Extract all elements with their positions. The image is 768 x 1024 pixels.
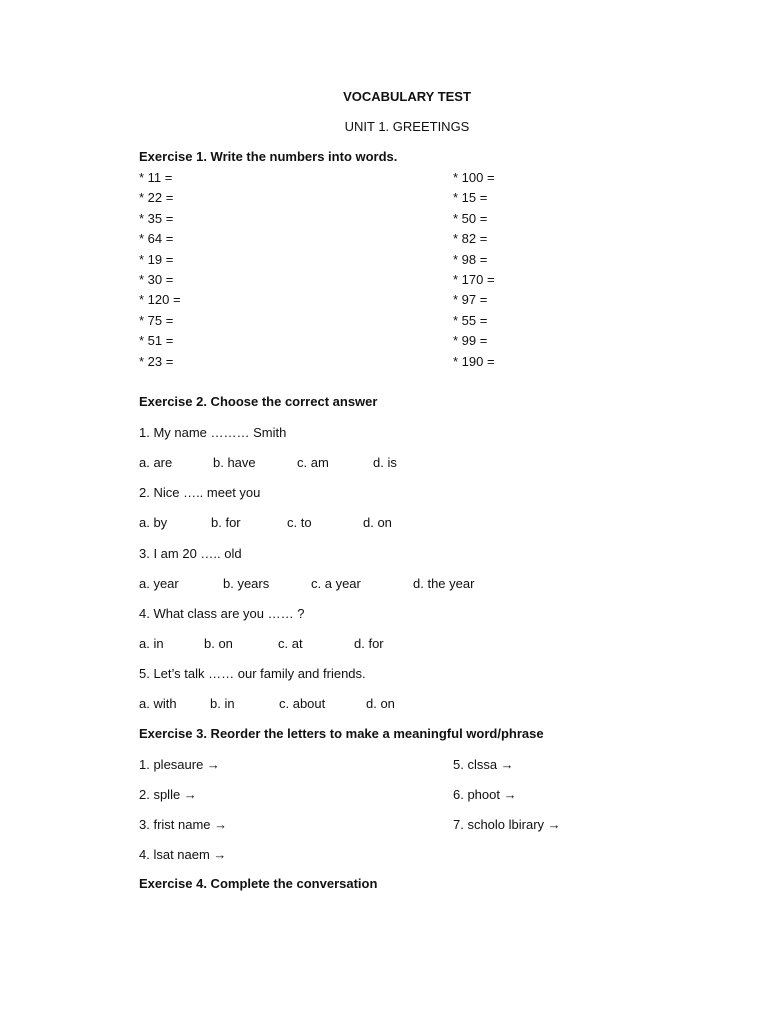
question-4-option: c. at [278, 636, 303, 651]
question-2: 2. Nice ….. meet you [139, 485, 261, 500]
question-3-option: c. a year [311, 576, 361, 591]
number-item-left: * 22 = [139, 190, 174, 206]
question-5-option: c. about [279, 696, 326, 711]
number-item-right: * 100 = [453, 170, 495, 185]
reorder-item-left: 4. lsat naem → [139, 847, 227, 862]
question-4: 4. What class are you …… ? [139, 606, 305, 621]
number-item-left: * 11 = [139, 170, 173, 185]
number-item-right: * 15 = [453, 190, 488, 206]
question-3-option: b. years [223, 576, 270, 591]
number-item-left: * 23 = [139, 353, 174, 369]
question-4-option: d. for [354, 636, 384, 651]
number-item-left: * 35 = [139, 210, 174, 226]
reorder-item-right: 6. phoot → [453, 787, 517, 802]
question-5: 5. Let’s talk …… our family and friends. [139, 666, 366, 681]
number-item-right: * 190 = [453, 353, 495, 369]
reorder-item-left: 1. plesaure → [139, 757, 220, 772]
number-item-right: * 99 = [453, 333, 488, 349]
question-1-option: b. have [213, 455, 256, 470]
question-2-option: c. to [287, 515, 312, 530]
question-2-option: d. on [363, 515, 392, 530]
question-3: 3. I am 20 ….. old [139, 546, 242, 561]
exercise-4-heading: Exercise 4. Complete the conversation [139, 876, 378, 891]
number-item-left: * 51 = [139, 333, 174, 349]
question-1: 1. My name ……… Smith [139, 425, 287, 440]
test-title: VOCABULARY TEST [343, 89, 471, 104]
number-item-right: * 55 = [453, 312, 488, 328]
question-2-option: a. by [139, 515, 168, 530]
number-item-left: * 75 = [139, 312, 174, 328]
number-item-left: * 30 = [139, 272, 174, 287]
number-item-left: * 19 = [139, 251, 174, 267]
number-item-right: * 50 = [453, 210, 488, 226]
reorder-item-left: 3. frist name → [139, 817, 228, 832]
question-3-option: d. the year [413, 576, 475, 591]
question-1-option: c. am [297, 455, 329, 470]
number-item-left: * 120 = [139, 292, 181, 308]
reorder-item-right: 5. clssa → [453, 757, 514, 772]
question-5-option: a. with [139, 696, 177, 711]
question-2-option: b. for [211, 515, 241, 530]
number-item-right: * 170 = [453, 272, 495, 287]
exercise-2-heading: Exercise 2. Choose the correct answer [139, 394, 378, 409]
exercise-1-heading: Exercise 1. Write the numbers into words. [139, 149, 398, 164]
reorder-item-left: 2. splle → [139, 787, 197, 802]
unit-title: UNIT 1. GREETINGS [344, 119, 470, 134]
question-1-option: a. are [139, 455, 173, 470]
number-item-right: * 98 = [453, 251, 488, 267]
number-item-left: * 64 = [139, 231, 174, 247]
question-1-option: d. is [373, 455, 397, 470]
question-4-option: a. in [139, 636, 164, 651]
question-5-option: d. on [366, 696, 395, 711]
question-3-option: a. year [139, 576, 179, 591]
question-4-option: b. on [204, 636, 233, 651]
number-item-right: * 82 = [453, 231, 488, 247]
exercise-3-heading: Exercise 3. Reorder the letters to make a meaningful word/phrase [139, 726, 544, 741]
number-item-right: * 97 = [453, 292, 488, 308]
question-5-option: b. in [210, 696, 235, 711]
reorder-item-right: 7. scholo lbirary → [453, 817, 561, 832]
